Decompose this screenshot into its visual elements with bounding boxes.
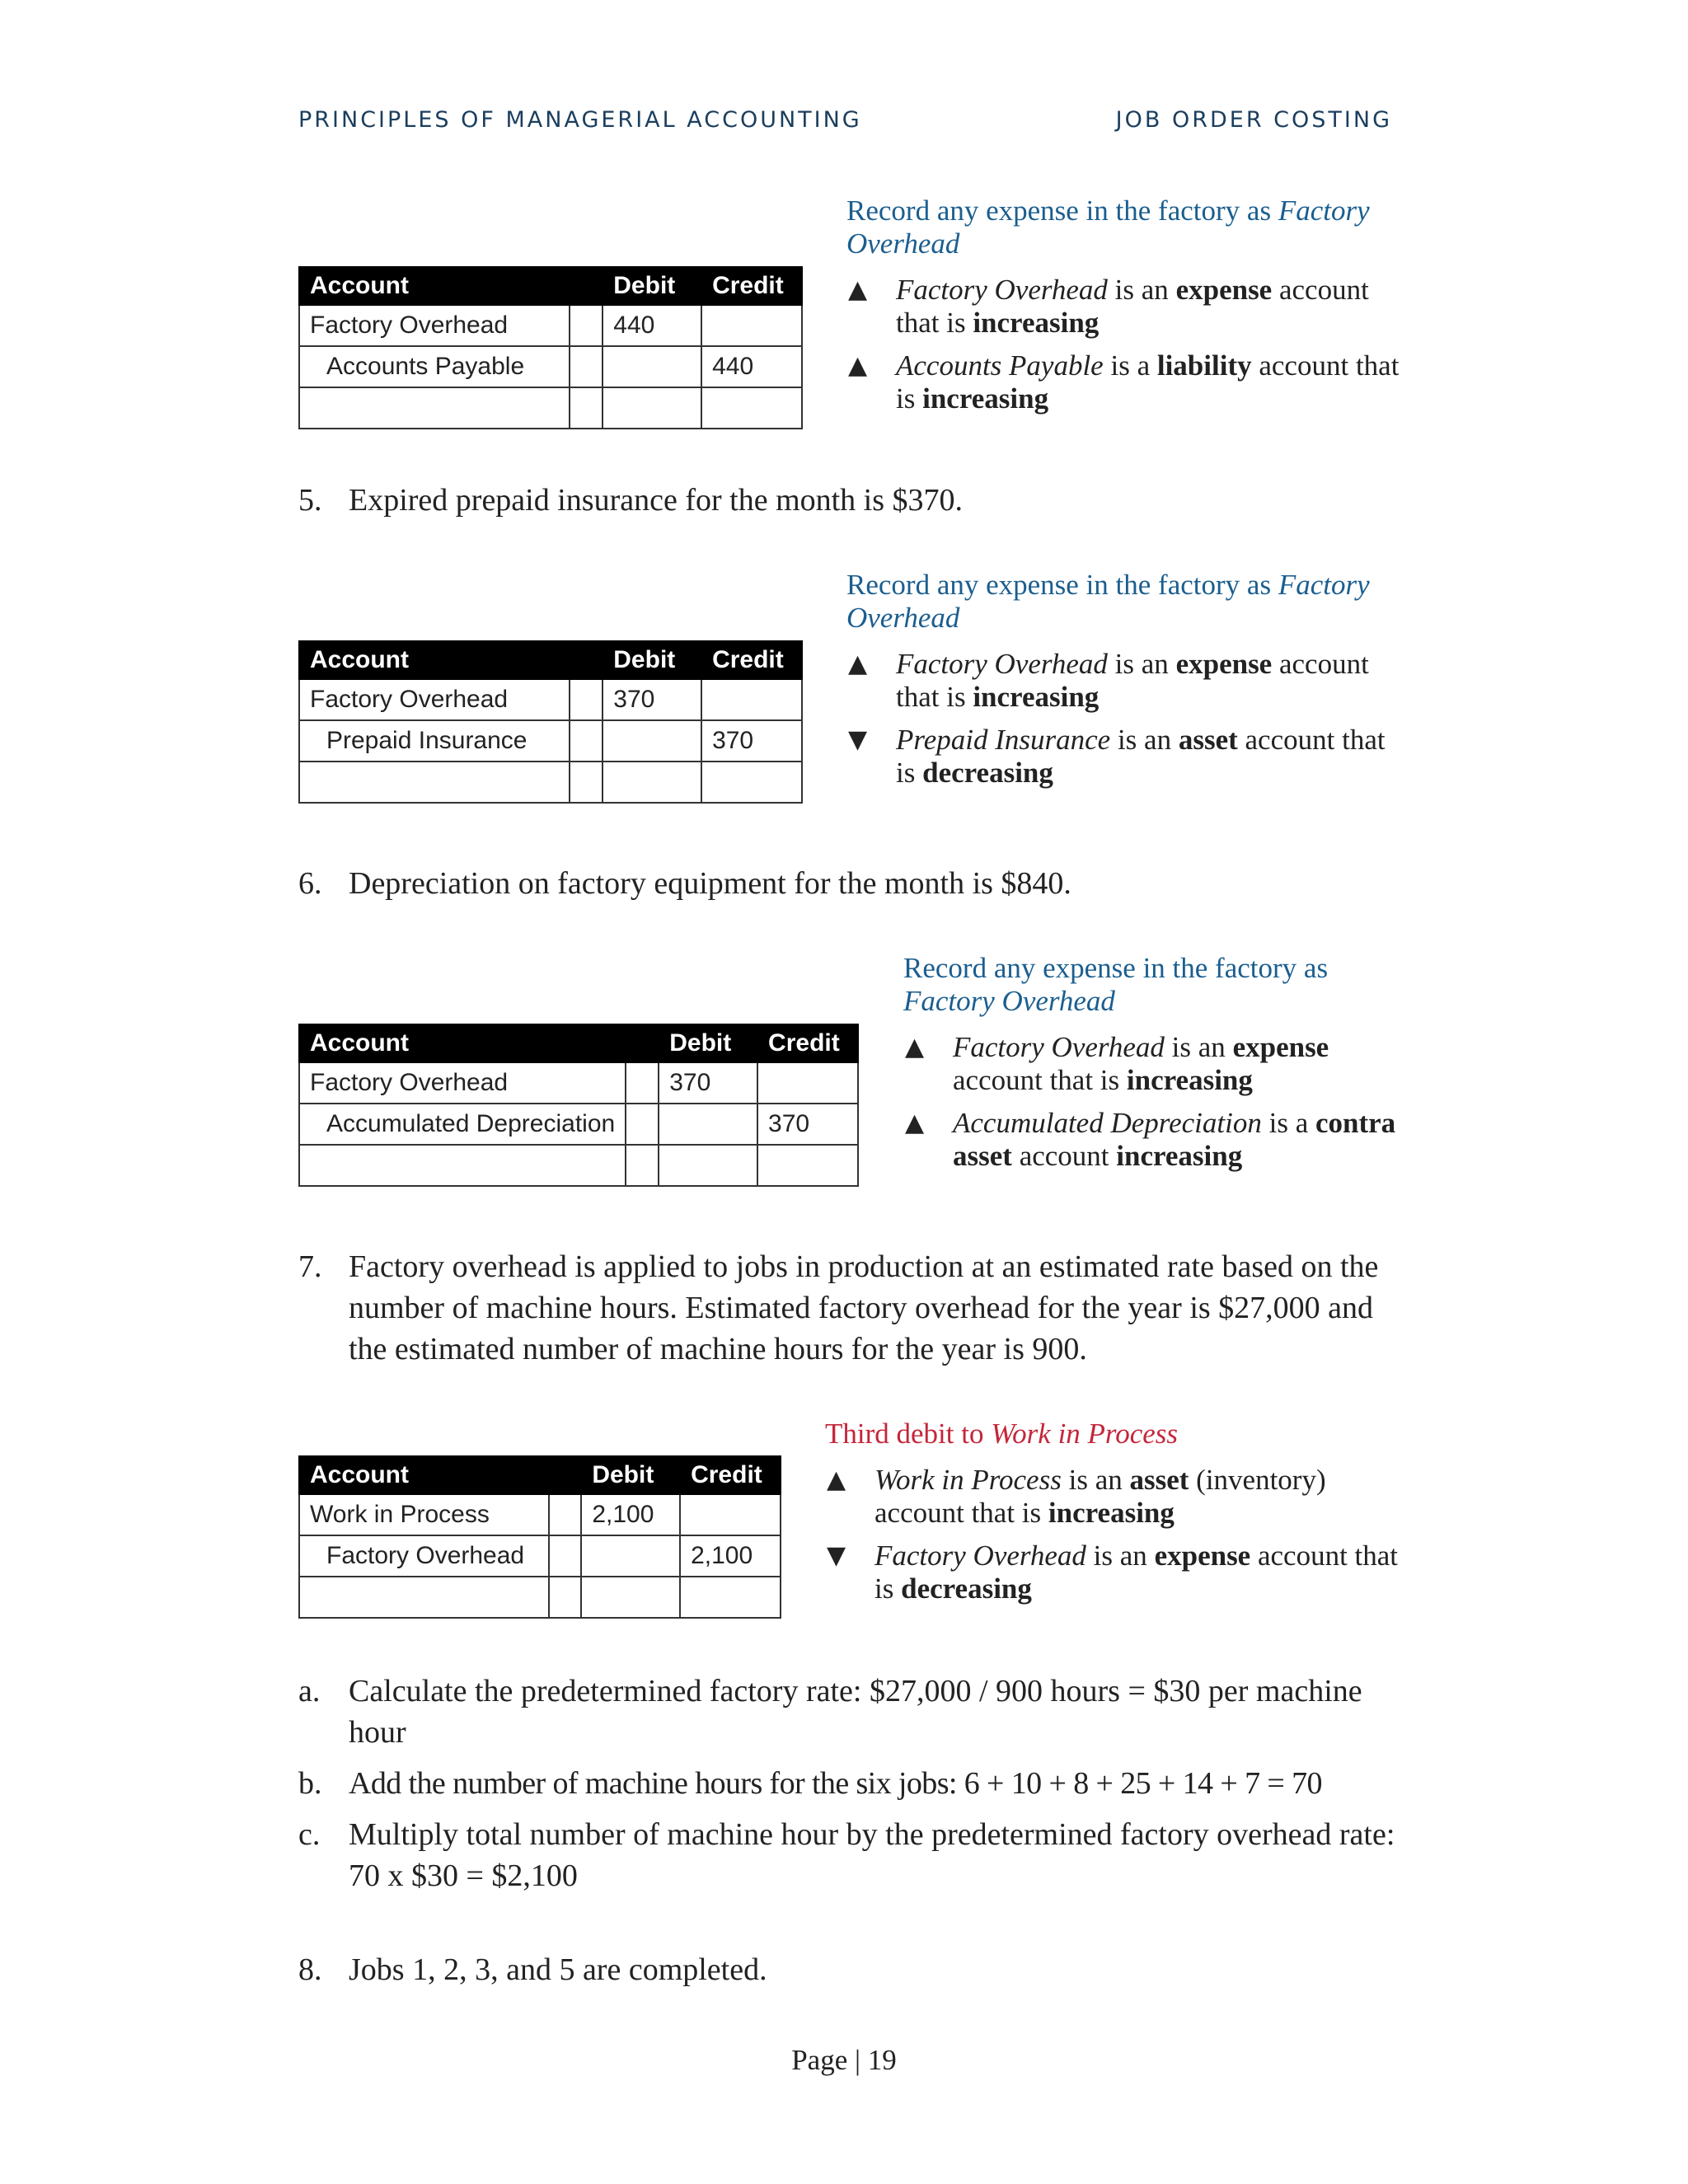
credit-cell: 370 bbox=[701, 720, 802, 762]
table-row-empty bbox=[299, 1145, 858, 1186]
account-cell: Factory Overhead bbox=[299, 305, 570, 346]
account-cell: Factory Overhead bbox=[299, 679, 570, 720]
credit-cell: 370 bbox=[757, 1104, 858, 1145]
debit-cell: 440 bbox=[603, 305, 701, 346]
credit-cell: 440 bbox=[701, 346, 802, 387]
column-header-credit: Credit bbox=[701, 641, 802, 679]
running-header-book-title: PRINCIPLES OF MANAGERIAL ACCOUNTING bbox=[298, 107, 862, 133]
up-arrow-icon: ▲ bbox=[848, 649, 868, 678]
explanation-bullet: ▼ Factory Overhead is an expense account that is decreasing bbox=[827, 1540, 1399, 1605]
numbered-item-7: 7. Factory overhead is applied to jobs in production at an estimated rate based on the number of machine hours. Estimated factory overhead for the year is $27,000 and the estimated number of machine hours for the year is 900. bbox=[298, 1249, 1379, 1366]
up-arrow-icon: ▲ bbox=[848, 351, 868, 380]
table-row bbox=[299, 346, 802, 387]
column-header-debit: Debit bbox=[603, 267, 701, 305]
down-arrow-icon: ▼ bbox=[848, 725, 868, 754]
account-cell: Factory Overhead bbox=[299, 1535, 549, 1577]
page-number: Page | 19 bbox=[791, 2044, 897, 2076]
column-header-credit: Credit bbox=[757, 1024, 858, 1062]
debit-cell bbox=[581, 1535, 680, 1577]
credit-cell bbox=[680, 1494, 781, 1535]
credit-cell bbox=[701, 679, 802, 720]
numbered-item-6: 6. Depreciation on factory equipment for the month is $840. bbox=[298, 866, 1071, 901]
journal-entry-table-6 bbox=[298, 1024, 859, 1187]
table-row bbox=[299, 679, 802, 720]
column-header-credit: Credit bbox=[701, 267, 802, 305]
table-row bbox=[299, 1494, 781, 1535]
explanation-heading: Record any expense in the factory as Factory Overhead bbox=[846, 194, 1370, 260]
debit-cell bbox=[659, 1104, 757, 1145]
running-header-chapter-title: JOB ORDER COSTING bbox=[1115, 107, 1392, 133]
journal-entry-table-4 bbox=[298, 266, 803, 429]
account-cell: Prepaid Insurance bbox=[299, 720, 570, 762]
column-header-debit: Debit bbox=[581, 1456, 680, 1494]
up-arrow-icon: ▲ bbox=[827, 1465, 846, 1494]
explanation-heading: Record any expense in the factory as Factory Overhead bbox=[903, 952, 1329, 1017]
explanation-bullet: ▲ Accounts Payable is a liability account that is increasing bbox=[848, 349, 1400, 415]
explanation-bullet: ▲ Factory Overhead is an expense account that is increasing bbox=[848, 648, 1369, 713]
table-row-empty bbox=[299, 1577, 781, 1618]
explanation-heading: Third debit to Work in Process bbox=[825, 1418, 1179, 1450]
column-header-account: Account bbox=[299, 1456, 549, 1494]
column-header-account: Account bbox=[299, 1024, 626, 1062]
up-arrow-icon: ▲ bbox=[905, 1108, 925, 1137]
down-arrow-icon: ▼ bbox=[827, 1541, 846, 1570]
lettered-step-b: b. Add the number of machine hours for the six jobs: 6 + 10 + 8 + 25 + 14 + 7 = 70 bbox=[298, 1766, 1322, 1801]
table-row bbox=[299, 1104, 858, 1145]
column-header-debit: Debit bbox=[659, 1024, 757, 1062]
table-row bbox=[299, 720, 802, 762]
credit-cell bbox=[757, 1062, 858, 1104]
debit-cell: 2,100 bbox=[581, 1494, 680, 1535]
column-header-account: Account bbox=[299, 641, 570, 679]
numbered-item-5: 5. Expired prepaid insurance for the month is $370. bbox=[298, 483, 964, 518]
entry-explanation-7 bbox=[825, 1418, 1402, 1615]
explanation-bullet: ▲ Work in Process is an asset (inventory) account that is increasing bbox=[827, 1464, 1326, 1529]
table-row bbox=[299, 1535, 781, 1577]
explanation-bullet: ▲ Factory Overhead is an expense account that is increasing bbox=[905, 1031, 1329, 1096]
table-row bbox=[299, 1062, 858, 1104]
numbered-item-8: 8. Jobs 1, 2, 3, and 5 are completed. bbox=[298, 1952, 767, 1987]
explanation-heading: Record any expense in the factory as Factory Overhead bbox=[846, 569, 1370, 634]
entry-explanation-4 bbox=[846, 194, 1407, 425]
entry-explanation-6 bbox=[903, 952, 1408, 1183]
journal-entry-table-5 bbox=[298, 640, 803, 804]
explanation-bullet: ▲ Factory Overhead is an expense account that is increasing bbox=[848, 274, 1369, 339]
table-row bbox=[299, 305, 802, 346]
up-arrow-icon: ▲ bbox=[848, 275, 868, 304]
entry-explanation-5 bbox=[846, 569, 1407, 799]
account-cell: Factory Overhead bbox=[299, 1062, 626, 1104]
debit-cell bbox=[603, 346, 701, 387]
journal-entry-table-7 bbox=[298, 1455, 781, 1619]
up-arrow-icon: ▲ bbox=[905, 1033, 925, 1062]
column-header-credit: Credit bbox=[680, 1456, 781, 1494]
debit-cell bbox=[603, 720, 701, 762]
credit-cell: 2,100 bbox=[680, 1535, 781, 1577]
column-header-debit: Debit bbox=[603, 641, 701, 679]
debit-cell: 370 bbox=[603, 679, 701, 720]
account-cell: Work in Process bbox=[299, 1494, 549, 1535]
column-header-account: Account bbox=[299, 267, 570, 305]
lettered-step-c: c. Multiply total number of machine hour by the predetermined factory overhead rate: 70 x $30 = $2,100 bbox=[298, 1817, 1395, 1893]
lettered-step-a: a. Calculate the predetermined factory rate: $27,000 / 900 hours = $30 per machine hour bbox=[298, 1674, 1362, 1750]
account-cell: Accumulated Depreciation bbox=[299, 1104, 626, 1145]
table-row-empty bbox=[299, 762, 802, 803]
credit-cell bbox=[701, 305, 802, 346]
table-row-empty bbox=[299, 387, 802, 429]
explanation-bullet: ▼ Prepaid Insurance is an asset account that is decreasing bbox=[848, 724, 1386, 789]
debit-cell: 370 bbox=[659, 1062, 757, 1104]
account-cell: Accounts Payable bbox=[299, 346, 570, 387]
explanation-bullet: ▲ Accumulated Depreciation is a contra asset account increasing bbox=[905, 1107, 1396, 1172]
